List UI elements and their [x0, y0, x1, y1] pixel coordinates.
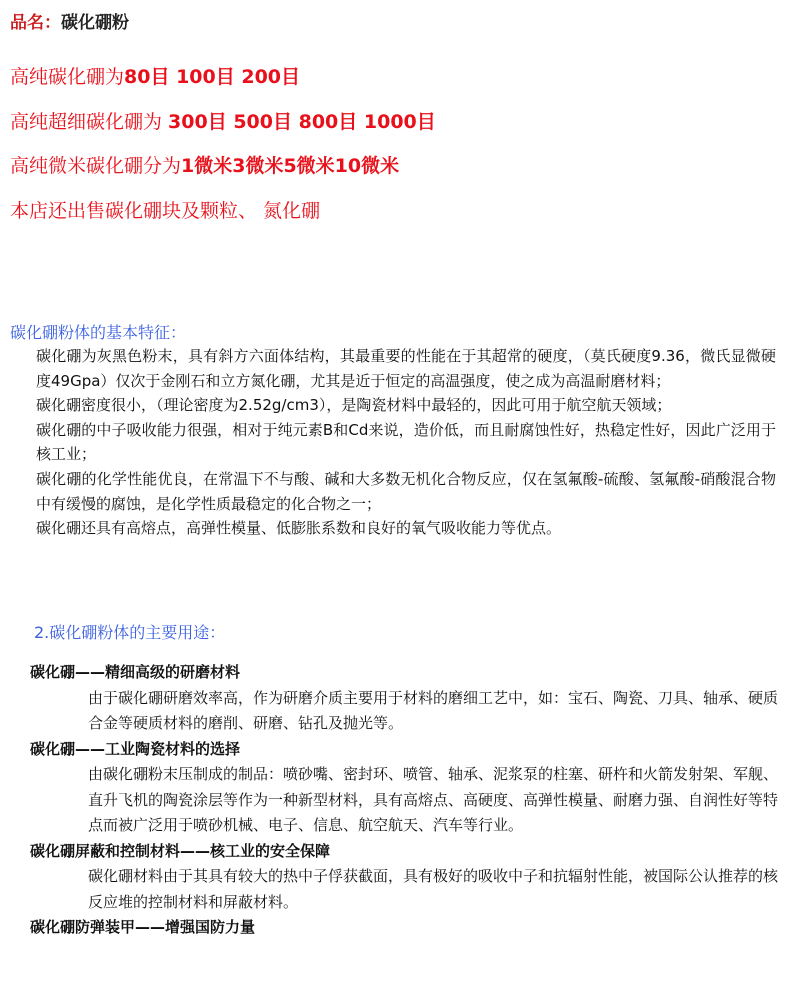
spec-line-prefix: 高纯碳化硼为: [10, 66, 125, 88]
feature-paragraph: 碳化硼的化学性能优良，在常温下不与酸、碱和大多数无机化合物反应，仅在氢氟酸-硫酸、氢氟酸-硝酸混合物中有缓慢的腐蚀，是化学性质最稳定的化合物之一；: [36, 469, 776, 513]
spec-line-ultrafine: [10, 107, 436, 134]
feature-paragraph: 碳化硼密度很小，（理论密度为2.52g/cm3），是陶瓷材料中最轻的，因此可用于航空航天领域；: [36, 396, 672, 415]
product-name-label: 品名：: [10, 13, 61, 33]
spec-line-also-sell: [10, 196, 320, 223]
use-item-title: 碳化硼——工业陶瓷材料的选择: [30, 739, 241, 758]
product-name-line: [10, 8, 129, 33]
feature-paragraph: 碳化硼还具有高熔点，高弹性模量、低膨胀系数和良好的氧气吸收能力等优点。: [36, 519, 562, 538]
use-item-description: 由碳化硼粉末压制成的制品：喷砂嘴、密封环、喷管、轴承、泥浆泵的柱塞、研杵和火箭发射架、军舰、直升飞机的陶瓷涂层等作为一种新型材料，具有高熔点、高硬度、高弹性模量、耐磨力强、自润性好等特点而被广泛用于喷砂机械、电子、信息、航空航天、汽车等行业。: [88, 765, 779, 834]
use-item-description: 由于碳化硼研磨效率高，作为研磨介质主要用于材料的磨细工艺中，如：宝石、陶瓷、刀具、轴承、硬质合金等硬质材料的磨削、研磨、钻孔及抛光等。: [88, 688, 779, 732]
features-list: [36, 344, 776, 541]
feature-paragraph: 碳化硼的中子吸收能力很强，相对于纯元素B和Cd来说，造价低，而且耐腐蚀性好，热稳定性好，因此广泛用于核工业；: [36, 420, 776, 464]
spec-line-prefix: 高纯微米碳化硼分为: [10, 155, 182, 177]
uses-heading: 2.碳化硼粉体的主要用途：: [34, 623, 226, 642]
spec-line-prefix: 本店还出售碳化硼块及颗粒、 氮化硼: [10, 200, 321, 222]
use-item-title: 碳化硼防弹装甲——增强国防力量: [30, 918, 256, 936]
use-item-title: 碳化硼——精细高级的研磨材料: [30, 663, 241, 681]
spec-line-prefix: 高纯超细碳化硼为: [10, 111, 169, 133]
spec-line-micron: [10, 151, 399, 178]
product-name-value: 碳化硼粉: [61, 13, 129, 33]
features-heading: 碳化硼粉体的基本特征：: [10, 323, 187, 342]
spec-line-values: 300目 500目 800目 1000目: [168, 111, 436, 133]
use-item-title: 碳化硼屏蔽和控制材料——核工业的安全保障: [30, 841, 331, 860]
uses-list: [30, 660, 778, 941]
spec-line-values: 1微米3微米5微米10微米: [181, 155, 400, 177]
use-item-description: 碳化硼材料由于其具有较大的热中子俘获截面，具有极好的吸收中子和抗辐射性能，被国际公认推荐的核反应堆的控制材料和屏蔽材料。: [88, 867, 779, 911]
feature-paragraph: 碳化硼为灰黑色粉末，具有斜方六面体结构，其最重要的性能在于其超常的硬度，（莫氏硬度9.36，微氏显微硬度49Gpa）仅次于金刚石和立方氮化硼，尤其是近于恒定的高温强度，使之成为高温耐磨材料；: [36, 347, 776, 390]
spec-line-mesh: [10, 62, 300, 89]
spec-line-values: 80目 100目 200目: [124, 66, 301, 88]
